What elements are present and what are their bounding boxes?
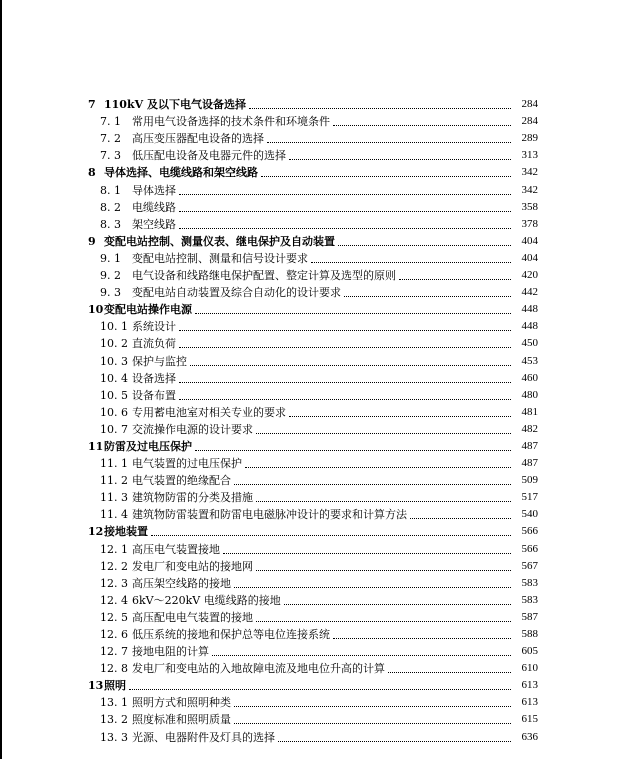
toc-entry-title: 发电厂和变电站的入地故障电流及地电位升高的计算 <box>132 662 385 676</box>
toc-entry-number: 11. 1 <box>100 457 128 471</box>
toc-entry-number: 10. 1 <box>100 320 128 334</box>
toc-entry-number: 10. 5 <box>100 388 128 402</box>
toc-page-number: 487 <box>521 457 538 470</box>
toc-section-row <box>88 370 538 387</box>
toc-page-number: 453 <box>521 354 538 367</box>
toc-section-row <box>88 558 538 575</box>
toc-page-number: 289 <box>521 132 538 145</box>
toc-page-number: 610 <box>521 662 538 675</box>
dot-leader <box>179 380 511 383</box>
toc-section-row <box>88 575 538 592</box>
toc-entry-number: 13. 1 <box>100 696 128 710</box>
toc-entry-number: 10. 2 <box>100 337 128 351</box>
toc-entry-number: 7. 3 <box>100 149 121 163</box>
toc-page-number: 284 <box>521 115 538 128</box>
toc-entry-number: 13. 2 <box>100 713 128 727</box>
toc-entry-number: 9. 3 <box>100 286 121 300</box>
toc-entry-title: 变配电站自动装置及综合自动化的设计要求 <box>132 286 341 300</box>
toc-entry-title: 导体选择 <box>132 183 176 197</box>
toc-page-number: 566 <box>521 525 538 538</box>
toc-entry-number: 12. 3 <box>100 576 128 590</box>
toc-entry-title: 防雷及过电压保护 <box>104 439 192 453</box>
toc-page-number: 480 <box>521 388 538 401</box>
toc-entry-number: 7. 1 <box>100 115 121 129</box>
dot-leader <box>333 636 511 639</box>
toc-entry-number: 12. 1 <box>100 542 128 556</box>
toc-entry-number: 10. 7 <box>100 422 128 436</box>
toc-section-row <box>88 181 538 198</box>
dot-leader <box>179 209 511 212</box>
toc-page-number: 284 <box>521 98 538 111</box>
toc-chapter-row <box>88 438 538 455</box>
toc-entry-title: 照明 <box>104 679 126 693</box>
toc-entry-title: 交流操作电源的设计要求 <box>132 422 253 436</box>
toc-section-row <box>88 694 538 711</box>
toc-entry-number: 12. 4 <box>100 593 128 607</box>
toc-page-number: 448 <box>521 320 538 333</box>
toc-entry-title: 保护与监控 <box>132 354 187 368</box>
toc-section-row <box>88 421 538 438</box>
toc-entry-title: 照明方式和照明种类 <box>132 696 231 710</box>
toc-entry-number: 8 <box>88 166 96 180</box>
toc-section-row <box>88 216 538 233</box>
toc-section-row <box>88 728 538 745</box>
toc-entry-title: 接地装置 <box>104 525 148 539</box>
toc-section-row <box>88 284 538 301</box>
dot-leader <box>179 192 511 195</box>
toc-entry-title: 设备选择 <box>132 371 176 385</box>
toc-entry-number: 11. 4 <box>100 508 128 522</box>
toc-section-row <box>88 489 538 506</box>
toc-entry-number: 12. 7 <box>100 645 128 659</box>
toc-page-number: 517 <box>521 491 538 504</box>
toc-entry-title: 低压系统的接地和保护总等电位连接系统 <box>132 628 330 641</box>
toc-entry-number: 12. 8 <box>100 662 128 676</box>
toc-entry-number: 12. 5 <box>100 610 128 624</box>
toc-section-row <box>88 147 538 164</box>
toc-page-number: 605 <box>521 645 538 658</box>
toc-chapter-row <box>88 233 538 250</box>
dot-leader <box>267 140 511 143</box>
toc-entry-number: 10. 6 <box>100 405 128 419</box>
toc-entry-number: 13. 3 <box>100 730 128 744</box>
toc-entry-title: 变配电站控制、测量仪表、继电保护及自动装置 <box>104 234 335 248</box>
toc-section-row <box>88 506 538 523</box>
toc-entry-title: 光源、电器附件及灯具的选择 <box>132 730 275 744</box>
toc-page-number: 450 <box>521 337 538 350</box>
toc-entry-number: 13 <box>88 679 104 693</box>
toc-page-number: 487 <box>521 439 538 452</box>
dot-leader <box>344 294 511 297</box>
toc-entry-title: 高压电气装置接地 <box>132 542 220 556</box>
toc-section-row <box>88 404 538 421</box>
dot-leader <box>278 739 511 742</box>
dot-leader <box>234 482 511 485</box>
toc-entry-title: 高压架空线路的接地 <box>132 576 231 590</box>
toc-chapter-row <box>88 677 538 694</box>
dot-leader <box>179 397 511 400</box>
toc-entry-title: 110kV 及以下电气设备选择 <box>104 98 246 112</box>
toc-page-number: 588 <box>521 628 538 640</box>
dot-leader <box>284 602 511 605</box>
toc-entry-title: 变配电站控制、测量和信号设计要求 <box>132 251 308 265</box>
toc-page-number: 342 <box>521 166 538 179</box>
toc-section-row <box>88 626 538 643</box>
toc-entry-title: 照度标准和照明质量 <box>132 713 231 727</box>
dot-leader <box>234 721 511 724</box>
toc-entry-number: 10. 3 <box>100 354 128 368</box>
toc-section-row <box>88 267 538 284</box>
toc-entry-title: 变配电站操作电源 <box>104 303 192 317</box>
toc-section-row <box>88 711 538 728</box>
toc-entry-title: 设备布置 <box>132 388 176 402</box>
toc-page-number: 404 <box>521 234 538 247</box>
toc-entry-title: 建筑物防雷装置和防雷电电磁脉冲设计的要求和计算方法 <box>132 508 407 522</box>
dot-leader <box>179 328 511 331</box>
toc-page-number: 567 <box>521 559 538 572</box>
dot-leader <box>289 157 511 160</box>
toc-entry-title: 低压配电设备及电器元件的选择 <box>132 149 286 163</box>
dot-leader <box>388 670 511 673</box>
toc-page-number: 482 <box>521 422 538 435</box>
toc-page-number: 566 <box>521 542 538 555</box>
dot-leader <box>190 363 511 366</box>
toc-section-row <box>88 387 538 404</box>
toc-page-number: 378 <box>521 217 538 230</box>
dot-leader <box>223 551 511 554</box>
toc-page-number: 613 <box>521 679 538 692</box>
dot-leader <box>151 533 511 536</box>
dot-leader <box>256 431 511 434</box>
dot-leader <box>256 619 511 622</box>
toc-entry-number: 8. 2 <box>100 200 121 214</box>
dot-leader <box>338 243 511 246</box>
dot-leader <box>261 174 511 177</box>
toc-section-row <box>88 472 538 489</box>
toc-page-number: 358 <box>521 200 538 213</box>
dot-leader <box>195 448 511 451</box>
toc-entry-title: 发电厂和变电站的接地网 <box>132 559 253 573</box>
toc-entry-title: 6kV～220kV 电缆线路的接地 <box>132 593 281 607</box>
toc-entry-title: 高压配电电气装置的接地 <box>132 610 253 624</box>
dot-leader <box>234 585 511 588</box>
toc-section-row <box>88 318 538 335</box>
toc-page-number: 448 <box>521 303 538 316</box>
toc-entry-number: 9. 1 <box>100 251 121 265</box>
dot-leader <box>129 687 511 690</box>
toc-section-row <box>88 540 538 557</box>
toc-page-number: 583 <box>521 593 538 606</box>
toc-chapter-row <box>88 96 538 113</box>
toc-entry-title: 电气装置的过电压保护 <box>132 457 242 471</box>
toc-entry-number: 12. 6 <box>100 628 128 641</box>
toc-section-row <box>88 113 538 130</box>
dot-leader <box>245 465 511 468</box>
toc-page-number: 540 <box>521 508 538 521</box>
toc-section-row <box>88 130 538 147</box>
toc-entry-number: 12 <box>88 525 104 539</box>
toc-section-row <box>88 592 538 609</box>
dot-leader <box>333 123 511 126</box>
toc-entry-number: 10. 4 <box>100 371 128 385</box>
toc-entry-title: 电气设备和线路继电保护配置、整定计算及选型的原则 <box>132 269 396 283</box>
dot-leader <box>311 260 511 263</box>
toc-entry-number: 7. 2 <box>100 132 121 146</box>
page-left-border <box>0 0 2 759</box>
toc-entry-number: 12. 2 <box>100 559 128 573</box>
toc-page-number: 636 <box>521 730 538 743</box>
dot-leader <box>212 653 511 656</box>
toc-entry-number: 8. 1 <box>100 183 121 197</box>
toc-entry-title: 电缆线路 <box>132 200 176 214</box>
toc-entry-number: 10 <box>88 303 104 317</box>
toc-entry-title: 导体选择、电缆线路和架空线路 <box>104 166 258 180</box>
dot-leader <box>410 516 511 519</box>
toc-section-row <box>88 352 538 369</box>
toc-entry-title: 高压变压器配电设备的选择 <box>132 132 264 146</box>
toc-entry-title: 电气装置的绝缘配合 <box>132 474 231 488</box>
toc-entry-number: 11. 3 <box>100 491 128 505</box>
toc-page-number: 613 <box>521 696 538 709</box>
toc-entry-number: 9 <box>88 234 96 248</box>
toc-page-number: 420 <box>521 269 538 282</box>
dot-leader <box>256 499 511 502</box>
toc-page-number: 587 <box>521 610 538 623</box>
dot-leader <box>179 226 511 229</box>
toc-page-number: 404 <box>521 251 538 264</box>
toc-entry-number: 11. 2 <box>100 474 128 488</box>
toc-entry-number: 9. 2 <box>100 269 121 283</box>
dot-leader <box>249 106 511 109</box>
toc-page-number: 509 <box>521 474 538 487</box>
toc-entry-title: 直流负荷 <box>132 337 176 351</box>
toc-entry-number: 7 <box>88 98 96 112</box>
toc-page-number: 442 <box>521 286 538 299</box>
toc-page-number: 460 <box>521 371 538 384</box>
toc-entry-title: 建筑物防雷的分类及措施 <box>132 491 253 505</box>
toc-section-row <box>88 199 538 216</box>
dot-leader <box>256 568 511 571</box>
dot-leader <box>195 311 511 314</box>
dot-leader <box>179 345 511 348</box>
toc-entry-title: 常用电气设备选择的技术条件和环境条件 <box>132 115 330 129</box>
toc-section-row <box>88 455 538 472</box>
toc-section-row <box>88 643 538 660</box>
dot-leader <box>399 277 511 280</box>
toc-entry-number: 8. 3 <box>100 217 121 231</box>
toc-page-number: 481 <box>521 405 538 418</box>
toc-section-row <box>88 660 538 677</box>
dot-leader <box>289 414 511 417</box>
toc-section-row <box>88 609 538 626</box>
toc-entry-number: 11 <box>88 439 104 453</box>
toc-chapter-row <box>88 164 538 181</box>
toc-chapter-row <box>88 523 538 540</box>
dot-leader <box>234 704 511 707</box>
toc-section-row <box>88 250 538 267</box>
toc-page-number: 583 <box>521 576 538 589</box>
toc-entry-title: 架空线路 <box>132 217 176 231</box>
toc-entry-title: 系统设计 <box>132 320 176 334</box>
toc-chapter-row <box>88 301 538 318</box>
toc-section-row <box>88 335 538 352</box>
toc-page-number: 313 <box>521 149 538 162</box>
toc-entry-title: 接地电阻的计算 <box>132 645 209 659</box>
toc-page-number: 615 <box>521 713 538 726</box>
toc-entry-title: 专用蓄电池室对相关专业的要求 <box>132 405 286 419</box>
toc-page-number: 342 <box>521 183 538 196</box>
table-of-contents <box>88 96 538 746</box>
